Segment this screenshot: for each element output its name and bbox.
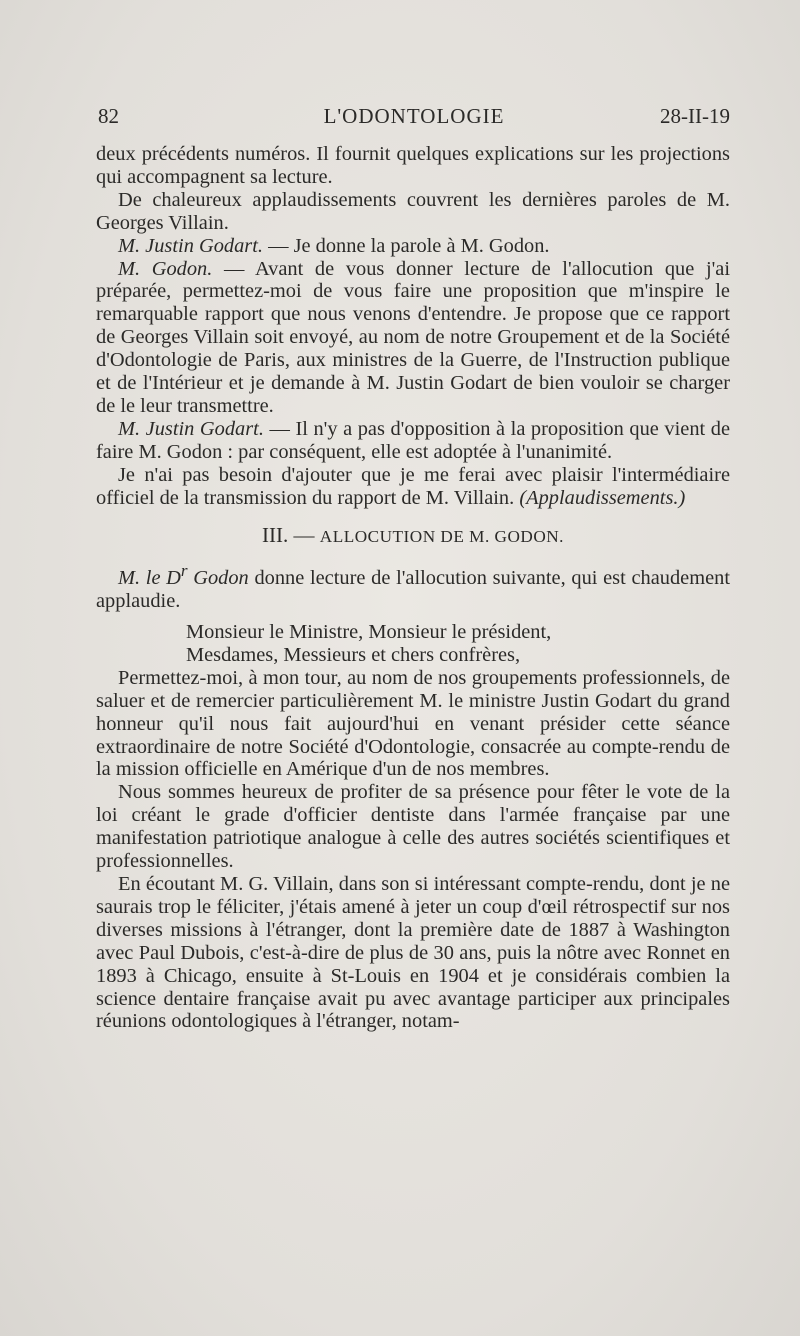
paragraph	[96, 418, 730, 464]
speaker-name: M. Justin Godart.	[118, 234, 263, 257]
paragraph: Permettez-moi, à mon tour, au nom de nos groupements professionnels, de saluer et de remercier particulièrement M. le ministre Justin Godart du grand honneur qu'il nous fait aujourd'hui en venant présider cette séance extraordinaire de notre Société d'Odontologie, consacrée au compte-rendu de la mission officielle en Amérique d'un de nos membres.	[96, 666, 730, 781]
applause-note: (Applaudissements.)	[519, 486, 686, 509]
paragraph: De chaleureux applaudissements couvrent les dernières paroles de M. Georges Villain.	[96, 188, 730, 234]
body-text	[96, 143, 730, 1033]
speaker-name: M. Justin Godart.	[118, 417, 264, 440]
speech-text: — Avant de vous donner lecture de l'allocution que j'ai préparée, permettez-moi de vous faire une proposition que m'inspire le remarquable rapport que nous venons d'entendre. Je propose que ce rapport de Georges Villain soit envoyé, au nom de notre Groupement et de la Société d'Odontologie de Paris, aux ministres de la Guerre, de l'Instruction publique et de l'Intérieur et je demande à M. Justin Godart de bien vouloir se charger de le leur transmettre.	[96, 257, 730, 417]
speaker-title-sup: r	[180, 561, 188, 581]
speech-text: — Il n'y a pas d'opposition à la proposition que vient de faire M. Godon : par conséquent, elle est adoptée à l'unanimité.	[96, 417, 730, 463]
journal-title: L'ODONTOLOGIE	[323, 104, 505, 128]
running-head	[98, 104, 730, 134]
page-number: 82	[98, 104, 119, 128]
speaker-name: M. le D	[118, 567, 181, 590]
section-title: ALLOCUTION DE M. GODON.	[319, 526, 564, 546]
section-heading	[96, 524, 730, 549]
speaker-name-end: Godon	[187, 567, 249, 590]
salutation-line: Mesdames, Messieurs et chers confrères,	[186, 643, 521, 666]
speech-text: donne lecture de l'allocution suivante, qui est chaudement applaudie.	[96, 567, 730, 613]
speaker-name: M. Godon.	[118, 257, 213, 280]
paragraph	[96, 560, 730, 613]
paragraph	[96, 258, 730, 418]
speech-text: — Je donne la parole à M. Godon.	[263, 234, 550, 257]
paragraph: deux précédents numéros. Il fournit quelques explications sur les projections qui accompagnent sa lecture.	[96, 143, 730, 188]
paragraph: En écoutant M. G. Villain, dans son si intéressant compte-rendu, dont je ne saurais trop le féliciter, j'étais amené à jeter un coup d'œil rétrospectif sur nos diverses missions à l'étranger, dont la première date de 1887 à Washington avec Paul Dubois, c'est-à-dire de plus de 30 ans, puis la nôtre avec Ronnet en 1893 à Chicago, ensuite à St-Louis en 1904 et je considérais combien la science dentaire française avait pu avec avantage participer aux principales réunions odontologiques à l'étranger, notam-	[96, 872, 730, 1033]
paragraph	[96, 235, 730, 258]
issue-date: 28-II-19	[660, 104, 730, 128]
section-number: III. —	[262, 522, 320, 547]
salutation	[96, 621, 730, 667]
paragraph	[96, 464, 730, 510]
paragraph: Nous sommes heureux de profiter de sa présence pour fêter le vote de la loi créant le grade d'officier dentiste dans l'armée française par une manifestation patriotique analogue à celle des autres sociétés scientifiques et professionnelles.	[96, 781, 730, 873]
speech-text: Je n'ai pas besoin d'ajouter que je me ferai avec plaisir l'intermédiaire officiel de la transmission du rapport de M. Villain.	[96, 463, 730, 509]
salutation-line: Monsieur le Ministre, Monsieur le président,	[186, 621, 552, 644]
